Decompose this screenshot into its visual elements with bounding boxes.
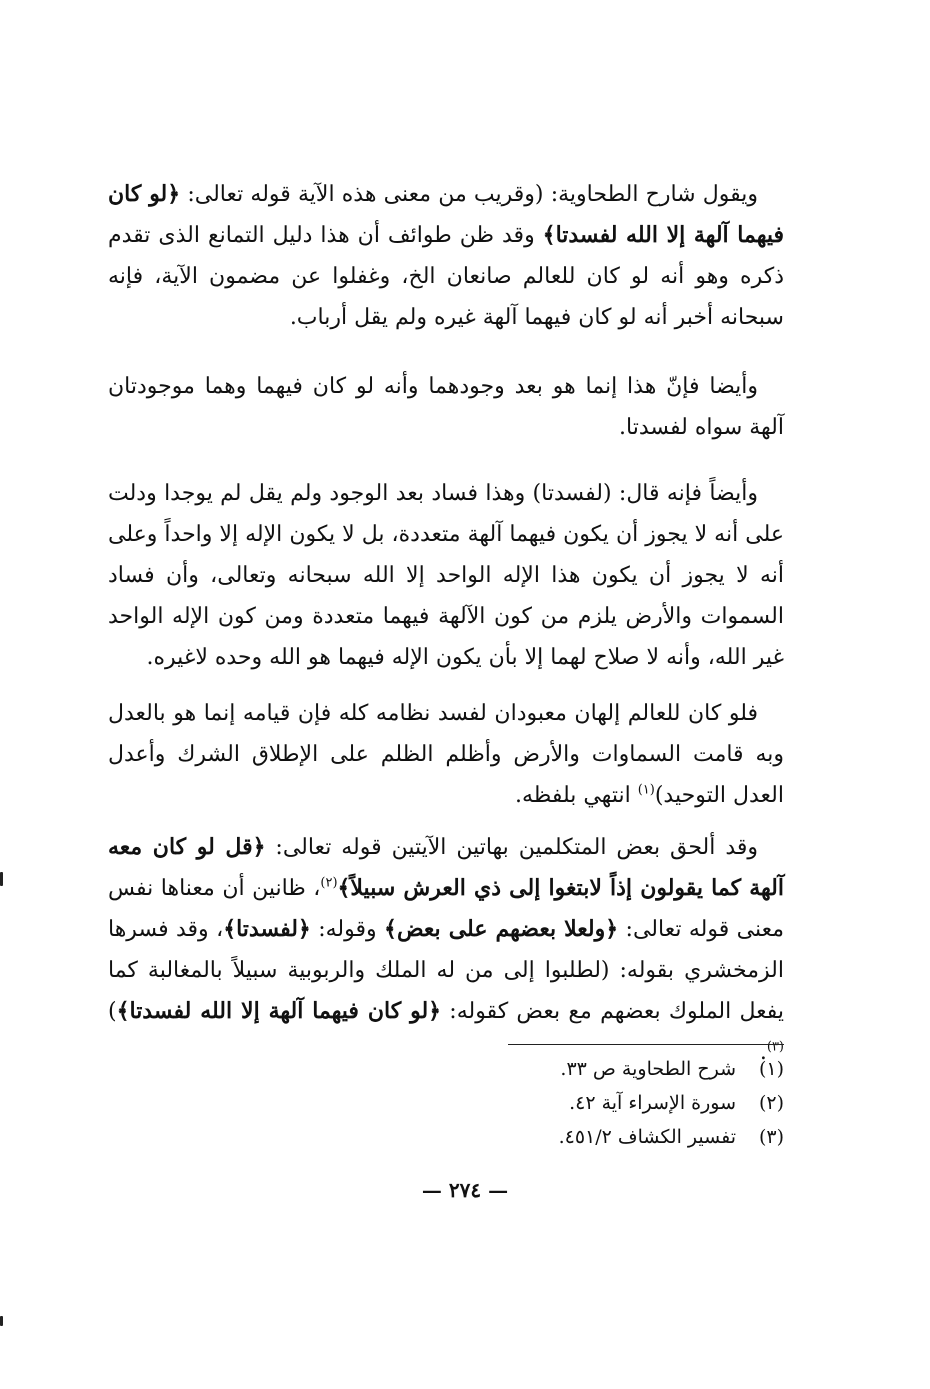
footnotes: [430, 1052, 784, 1154]
footnote-3: [430, 1120, 784, 1154]
paragraph-2: [108, 366, 784, 448]
quran-quote: ﴿لو كان فيهما آلهة إلا الله لفسدتا﴾: [108, 181, 784, 248]
footnote-reference: (٢): [320, 875, 338, 891]
footnote-2: [430, 1086, 784, 1120]
footnote-number: (٢): [758, 1092, 784, 1114]
footnote-text: سورة الإسراء آية ٤٢.: [569, 1092, 736, 1114]
paragraph-5: [108, 827, 784, 1073]
text-segment: فلو كان للعالم إلهان معبودان لفسد نظامه كله فإن قيامه إنما هو بالعدل وبه قامت السماوات والأرض وأظلم الظلم على الإطلاق الشرك وأعدل العدل التوحيد): [108, 701, 784, 808]
text-segment: .: [759, 1040, 767, 1065]
paragraph-3: [108, 473, 784, 678]
footnote-number: (٣): [758, 1126, 784, 1148]
footnote-1: [430, 1052, 784, 1086]
footnote-reference: (٣): [766, 1039, 784, 1055]
text-segment: ، وقد فسرها الزمخشري بقوله: (لطلبوا إلى من له الملك والربوبية سبيلاً بالمغالبة كما يفعل الملوك بعضهم مع بعض كقوله:: [108, 917, 784, 1024]
quran-quote: ﴿ولعلا بعضهم على بعض﴾: [384, 916, 619, 942]
footnote-text: تفسير الكشاف ٤٥١/٢.: [558, 1126, 736, 1148]
footnote-reference: (١): [637, 782, 655, 798]
text-segment: وقد ظن طوائف أن هذا دليل التمانع الذى تقدم ذكره وهو أنه لو كان للعالم صانعان الخ، وغفلوا عن مضمون الآية، فإنه سبحانه أخبر أنه لو كان فيهما آلهة غيره ولم يقل أرباب.: [108, 223, 784, 330]
paragraph-4: [108, 693, 784, 816]
text-segment: ويقول شارح الطحاوية: (وقريب من معنى هذه الآية قوله تعالى:: [180, 182, 759, 207]
text-segment: ): [108, 999, 117, 1024]
quran-quote: ﴿لفسدتا﴾: [223, 916, 311, 942]
text-segment: ، ظانين أن معناها نفس معنى قوله تعالى:: [108, 876, 784, 942]
paragraph-1: [108, 174, 784, 338]
text-segment: وقوله:: [310, 917, 385, 942]
quran-quote: ﴿لو كان فيهما آلهة إلا الله لفسدتا﴾: [116, 998, 442, 1024]
text-segment: وأيضا فإنّ هذا إنما هو بعد وجودهما وأنه لو كان فيهما وهما موجودتان آلهة سواه لفسدتا.: [108, 374, 784, 440]
footnote-text: شرح الطحاوية ص ٣٣.: [560, 1058, 736, 1080]
text-segment: وقد ألحق بعض المتكلمين بهاتين الآيتين قوله تعالى:: [265, 835, 759, 860]
text-segment: وأيضاً فإنه قال: (لفسدتا) وهذا فساد بعد الوجود ولم يقل لم يوجدا ودلت على أنه لا يجوز أن يكون فيهما آلهة متعددة، بل لا يكون الإله إلا واحداً وعلى أنه لا يجوز أن يكون هذا الإله الواحد إلا الله سبحانه وتعالى، وأن فساد السموات والأرض يلزم من كون الآلهة فيهما متعددة ومن كون الإله الواحد غير الله، وأنه لا صلاح لهما إلا بأن يكون الإله فيهما هو الله وحده لاغيره.: [108, 481, 784, 670]
scan-edge-mark: [0, 1316, 3, 1326]
quran-quote: ﴿قل لو كان معه آلهة كما يقولون إذاً لابتغوا إلى ذي العرش سبيلاً﴾: [108, 834, 784, 901]
page-number: — ٢٧٤ —: [421, 1178, 509, 1202]
scan-edge-mark: [0, 872, 3, 886]
footnote-separator: [508, 1044, 784, 1045]
footnote-number: (١): [758, 1058, 784, 1080]
text-segment: انتهي بلفظه.: [514, 783, 638, 808]
